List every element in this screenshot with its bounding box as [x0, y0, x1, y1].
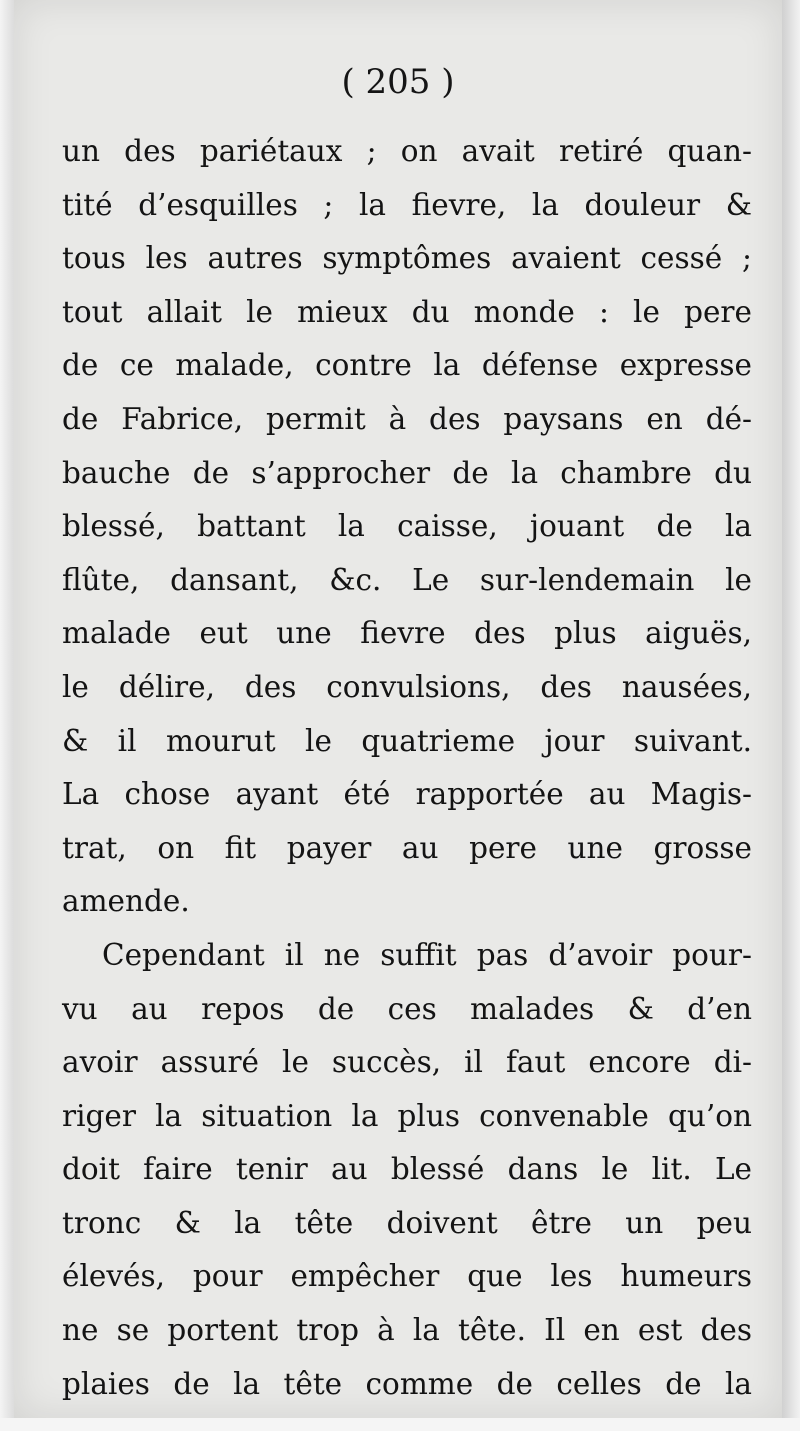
- text-line: malade eut une fievre des plus aiguës,: [62, 616, 752, 651]
- left-page-edge: [0, 0, 14, 1431]
- paragraph-start-line: Cependant il ne suffit pas d’avoir pour-: [102, 937, 752, 972]
- bottom-margin: [0, 1418, 800, 1431]
- paragraph-end-line: amende.: [62, 884, 190, 919]
- text-line: élevés, pour empêcher que les humeurs: [62, 1259, 752, 1294]
- text-line: tous les autres symptômes avaient cessé ;: [62, 241, 752, 276]
- text-line: ne se portent trop à la tête. Il en est des: [62, 1313, 752, 1348]
- text-line: & il mourut le quatrieme jour suivant.: [62, 723, 752, 758]
- text-line: plaies de la tête comme de celles de la: [62, 1366, 752, 1401]
- book-page: [14, 0, 782, 1418]
- text-line: vu au repos de ces malades & d’en: [62, 991, 752, 1026]
- page-number: ( 205 ): [341, 62, 455, 102]
- text-line: La chose ayant été rapportée au Magis-: [62, 777, 752, 812]
- text-line: trat, on fit payer au pere une grosse: [62, 830, 752, 865]
- text-line: tout allait le mieux du monde : le pere: [62, 294, 752, 329]
- text-line: de Fabrice, permit à des paysans en dé-: [62, 401, 752, 436]
- text-line: un des pariétaux ; on avait retiré quan-: [62, 134, 752, 168]
- right-page-edge: [782, 0, 800, 1431]
- text-line: avoir assuré le succès, il faut encore di-: [62, 1045, 752, 1080]
- text-line: tité d’esquilles ; la fievre, la douleur &: [62, 187, 752, 222]
- text-line: flûte, dansant, &c. Le sur-lendemain le: [62, 562, 752, 597]
- text-line: de ce malade, contre la défense expresse: [62, 348, 752, 383]
- text-line: doit faire tenir au blessé dans le lit. Le: [62, 1152, 752, 1187]
- text-line: blessé, battant la caisse, jouant de la: [62, 509, 752, 544]
- body-text: [62, 125, 752, 1411]
- text-line: tronc & la tête doivent être un peu: [62, 1205, 752, 1240]
- text-line: le délire, des convulsions, des nausées,: [62, 669, 752, 704]
- text-line: bauche de s’approcher de la chambre du: [62, 455, 752, 490]
- text-line: riger la situation la plus convenable qu’on: [62, 1098, 752, 1133]
